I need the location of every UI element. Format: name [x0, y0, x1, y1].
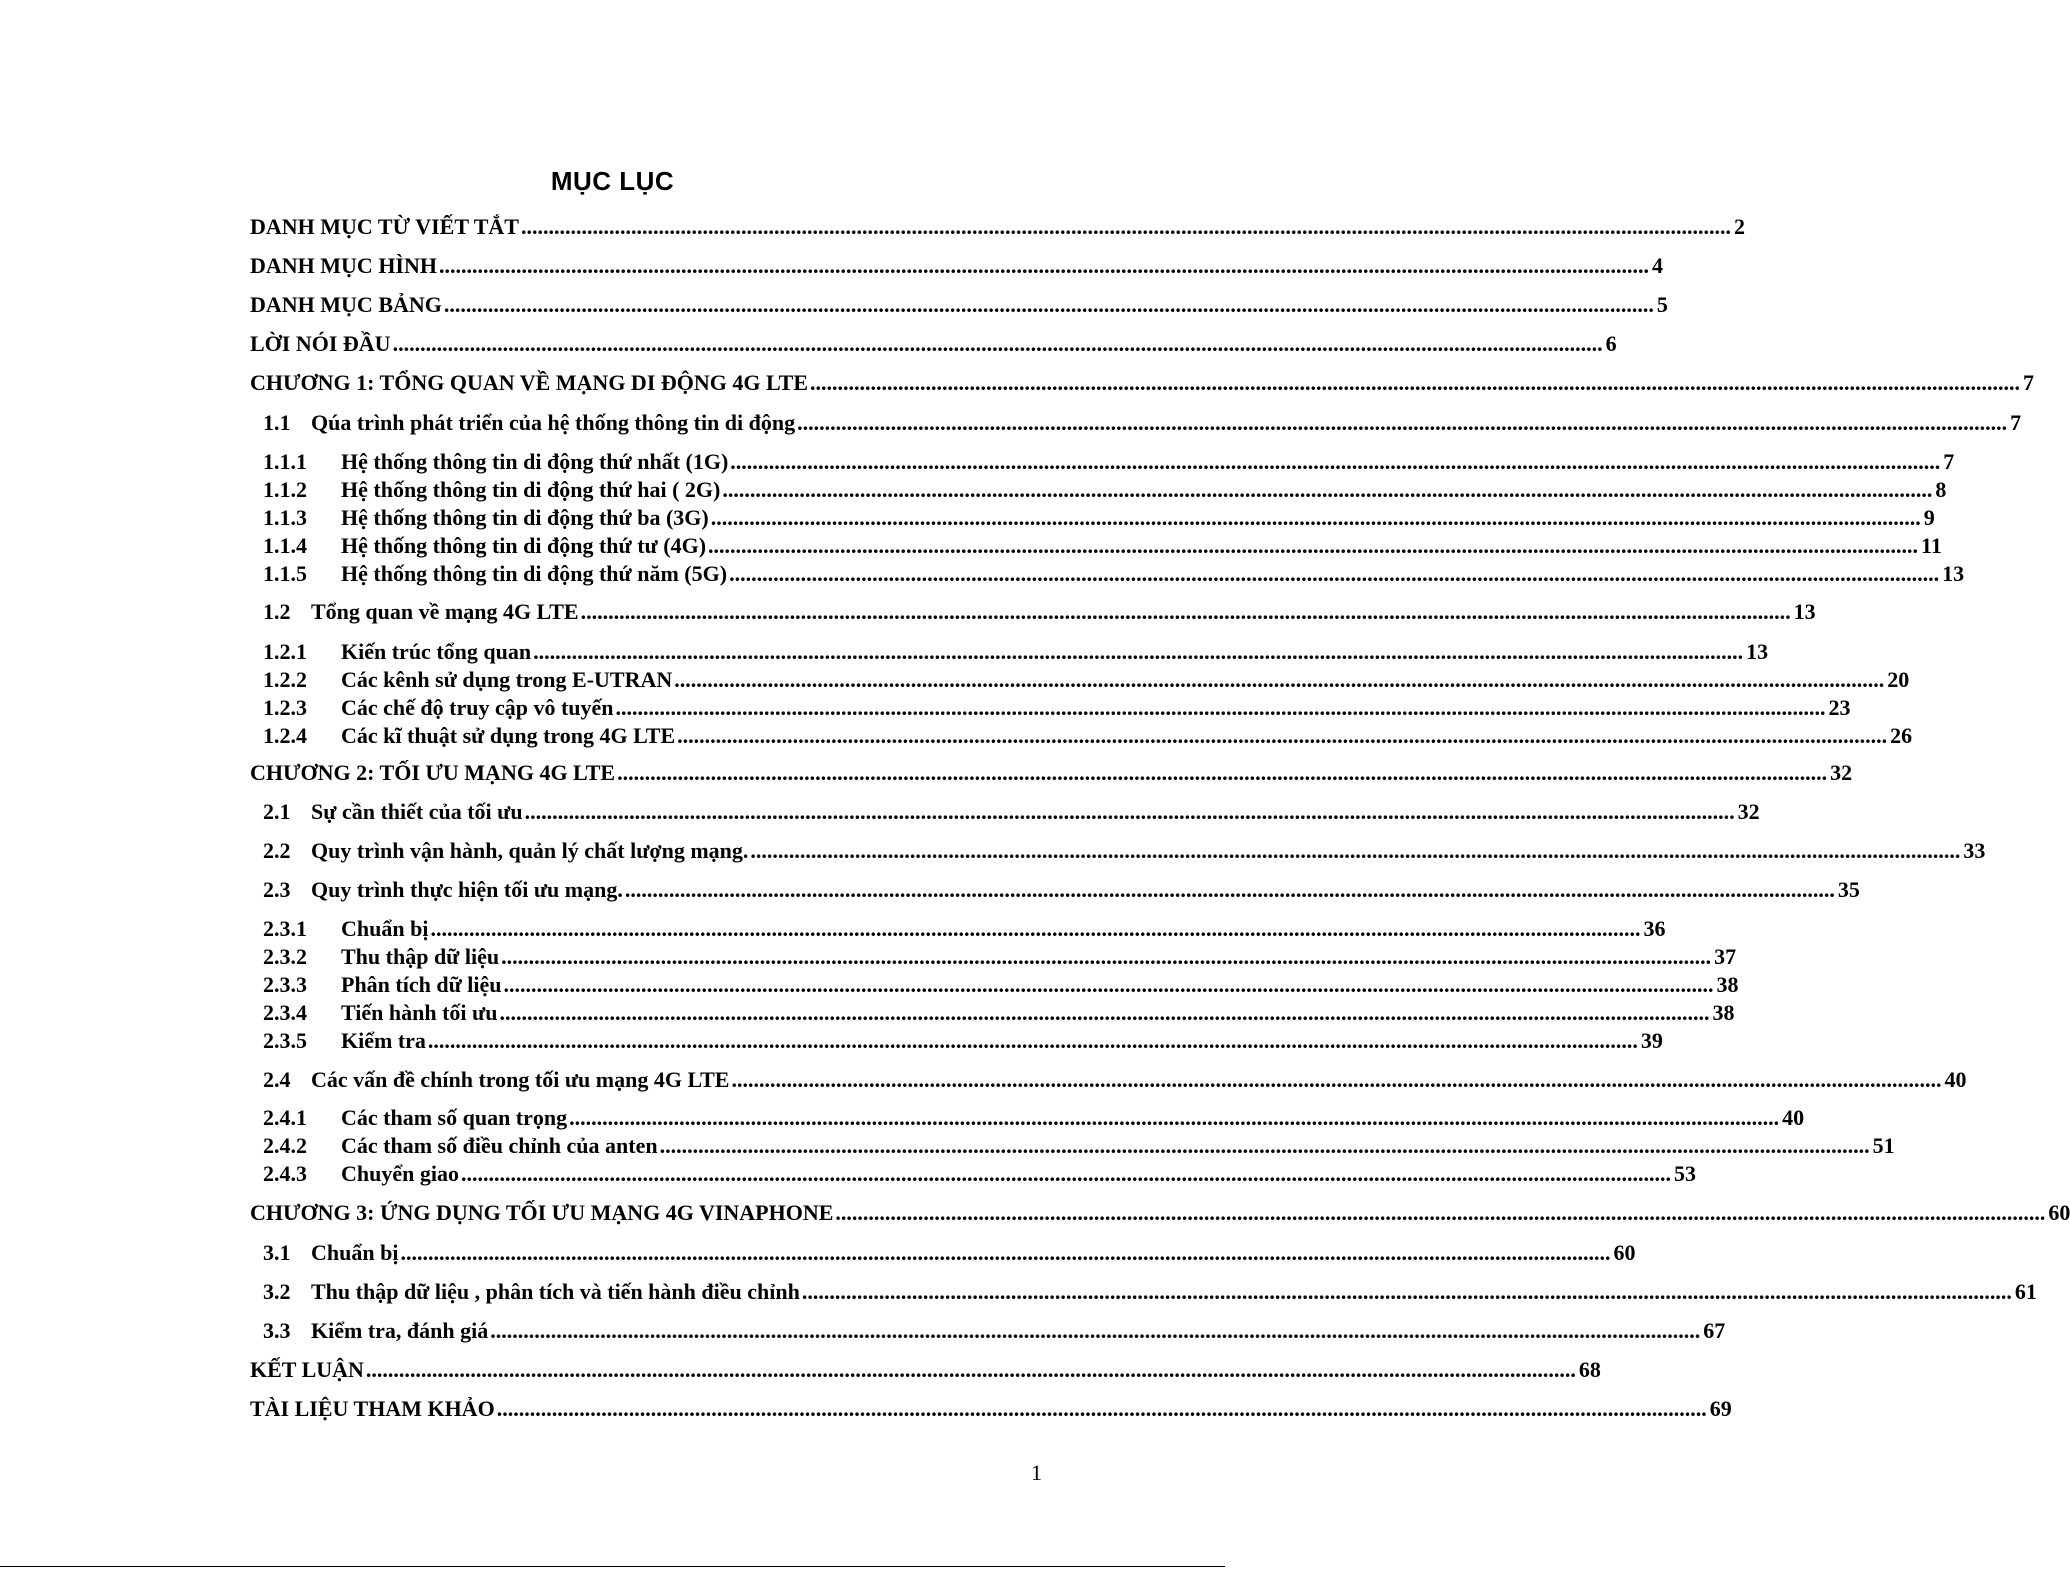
toc-entry-page: 38: [1716, 972, 1739, 997]
toc-leader-dots: ............................................................................................................................................................................................................................: [722, 477, 1933, 502]
toc-entry-title: Hệ thống thông tin di động thứ tư (4G): [341, 533, 707, 558]
toc-entry[interactable]: [0, 1131, 1895, 1161]
toc-entry-page: 23: [1828, 695, 1851, 720]
toc-entry-page: 7: [2023, 370, 2034, 395]
toc-entry-number: 2.4: [263, 1067, 291, 1092]
toc-entry-number: 1.1.3: [263, 505, 307, 530]
toc-entry[interactable]: [0, 1316, 1726, 1346]
toc-entry-page: 2: [1733, 214, 1745, 239]
toc-entry[interactable]: [0, 447, 1955, 477]
toc-entry-number: 1.2.4: [263, 723, 307, 748]
toc-entry[interactable]: [0, 875, 1860, 905]
toc-entry-page: 13: [1942, 561, 1965, 586]
toc-leader-dots: ............................................................................................................................................................................................................................: [677, 723, 1888, 748]
toc-entry[interactable]: [0, 836, 1986, 866]
toc-leader-dots: ............................................................................................................................................................................................................................: [460, 1161, 1671, 1186]
toc-entry-number: 1.2: [263, 599, 291, 624]
toc-entry-number: 1.2.2: [263, 667, 307, 692]
toc-entry[interactable]: [0, 1277, 2037, 1307]
toc-entry-title: Qúa trình phát triển của hệ thống thông tin di động: [311, 410, 796, 435]
toc-entry-number: 3.3: [263, 1318, 291, 1343]
toc-entry-title: CHƯƠNG 1: TỔNG QUAN VỀ MẠNG DI ĐỘNG 4G LTE: [250, 370, 808, 395]
toc-entry-page: 53: [1673, 1161, 1696, 1186]
toc-entry[interactable]: [0, 797, 1760, 827]
page-number: 1: [1031, 1460, 1042, 1485]
toc-entry-title: DANH MỤC HÌNH: [250, 253, 437, 278]
bottom-divider: [0, 1566, 1225, 1567]
toc-entry-page: 32: [1830, 760, 1853, 785]
toc-entry-title: LỜI NÓI ĐẦU: [250, 331, 391, 356]
toc-entry-title: DANH MỤC TỪ VIẾT TẮT: [250, 214, 519, 239]
toc-entry[interactable]: [0, 290, 1668, 320]
toc-entry-number: 1.1.1: [263, 449, 307, 474]
toc-leader-dots: ............................................................................................................................................................................................................................: [615, 695, 1826, 720]
toc-entry-number: 1.2.3: [263, 695, 307, 720]
toc-leader-dots: ............................................................................................................................................................................................................................: [569, 1105, 1780, 1130]
toc-entry-title: DANH MỤC BẢNG: [250, 292, 442, 317]
toc-entry-title: Phân tích dữ liệu: [341, 972, 502, 997]
toc-entry[interactable]: [0, 1159, 1696, 1189]
toc-entry-number: 2.3.1: [263, 916, 307, 941]
toc-entry-number: 1.1.4: [263, 533, 307, 558]
toc-entry-page: 36: [1643, 916, 1666, 941]
toc-entry-page: 60: [1613, 1240, 1636, 1265]
toc-leader-dots: ............................................................................................................................................................................................................................: [499, 1000, 1710, 1025]
toc-leader-dots: ............................................................................................................................................................................................................................: [659, 1133, 1870, 1158]
toc-leader-dots: ............................................................................................................................................................................................................................: [750, 838, 1961, 863]
toc-entry-title: Chuyển giao: [341, 1161, 459, 1186]
toc-leader-dots: ............................................................................................................................................................................................................................: [520, 214, 1731, 239]
toc-entry-page: 11: [1921, 533, 1942, 558]
toc-entry-page: 4: [1652, 253, 1663, 278]
toc-entry-page: 6: [1605, 331, 1617, 356]
toc-entry-page: 20: [1887, 667, 1910, 692]
toc-leader-dots: ............................................................................................................................................................................................................................: [580, 599, 1791, 624]
toc-leader-dots: ............................................................................................................................................................................................................................: [496, 1396, 1707, 1421]
toc-entry-title: Kiểm tra, đánh giá: [311, 1318, 489, 1343]
toc-entry-title: Quy trình vận hành, quản lý chất lượng mạng.: [311, 838, 749, 863]
toc-entry-page: 39: [1640, 1028, 1663, 1053]
toc-entry[interactable]: [0, 408, 2022, 438]
toc-entry-page: 26: [1890, 723, 1913, 748]
toc-entry-page: 37: [1714, 944, 1737, 969]
toc-entry-page: 13: [1746, 639, 1769, 664]
toc-entry-title: Tổng quan về mạng 4G LTE: [311, 599, 579, 624]
toc-entry[interactable]: [0, 637, 1769, 667]
toc-entry-title: Các chế độ truy cập vô tuyến: [341, 695, 614, 720]
toc-entry-number: 2.3: [263, 877, 291, 902]
toc-entry[interactable]: [0, 758, 1853, 788]
toc-entry-page: 40: [1782, 1105, 1805, 1130]
toc-entry[interactable]: [0, 503, 1935, 533]
toc-entry-number: 2.3.2: [263, 944, 307, 969]
toc-entry-page: 7: [1943, 449, 1955, 474]
toc-entry-page: 9: [1923, 505, 1935, 530]
toc-entry-title: Hệ thống thông tin di động thứ nhất (1G): [341, 449, 729, 474]
toc-leader-dots: ............................................................................................................................................................................................................................: [430, 916, 1641, 941]
toc-entry[interactable]: [0, 368, 2034, 398]
toc-entry-page: 61: [2014, 1279, 2037, 1304]
toc-entry[interactable]: [0, 1238, 1636, 1268]
toc-leader-dots: ............................................................................................................................................................................................................................: [708, 533, 1919, 558]
toc-entry-title: KẾT LUẬN: [250, 1357, 364, 1382]
toc-entry-title: Thu thập dữ liệu: [341, 944, 500, 969]
toc-entry-title: Chuẩn bị: [311, 1240, 399, 1265]
toc-entry-number: 1.1: [263, 410, 291, 435]
toc-entry[interactable]: [0, 914, 1666, 944]
toc-leader-dots: ............................................................................................................................................................................................................................: [503, 972, 1714, 997]
toc-leader-dots: ............................................................................................................................................................................................................................: [730, 449, 1941, 474]
toc-entry-title: Hệ thống thông tin di động thứ ba (3G): [341, 505, 709, 530]
toc-leader-dots: ............................................................................................................................................................................................................................: [439, 253, 1649, 278]
toc-entry-title: Quy trình thực hiện tối ưu mạng.: [311, 877, 623, 902]
toc-entry-title: Kiểm tra: [341, 1028, 426, 1053]
toc-entry[interactable]: [0, 475, 1947, 505]
toc-leader-dots: ............................................................................................................................................................................................................................: [731, 1067, 1942, 1092]
toc-entry-title: CHƯƠNG 2: TỐI ƯU MẠNG 4G LTE: [250, 760, 616, 785]
toc-entry-title: Các kênh sử dụng trong E-UTRAN: [341, 667, 673, 692]
toc-entry-number: 3.2: [263, 1279, 291, 1304]
toc-entry[interactable]: [0, 998, 1735, 1028]
toc-leader-dots: ............................................................................................................................................................................................................................: [810, 370, 2020, 395]
toc-entry-title: Các vấn đề chính trong tối ưu mạng 4G LTE: [311, 1067, 730, 1092]
toc-entry-title: TÀI LIỆU THAM KHẢO: [250, 1396, 495, 1421]
toc-entry-title: Sự cần thiết của tối ưu: [311, 799, 523, 824]
toc-entry-page: 38: [1712, 1000, 1735, 1025]
toc-entry-page: 32: [1737, 799, 1760, 824]
toc-entry-number: 1.2.1: [263, 639, 307, 664]
toc-entry-page: 33: [1963, 838, 1986, 863]
toc-entry-number: 2.4.1: [263, 1105, 307, 1130]
toc-entry-number: 1.1.2: [263, 477, 307, 502]
toc-entry-page: 40: [1944, 1067, 1967, 1092]
toc-entry-number: 2.3.4: [263, 1000, 307, 1025]
toc-leader-dots: ............................................................................................................................................................................................................................: [427, 1028, 1638, 1053]
toc-entry-title: Thu thập dữ liệu , phân tích và tiến hành điều chỉnh: [311, 1279, 800, 1304]
toc-entry[interactable]: [0, 1103, 1805, 1133]
toc-leader-dots: ............................................................................................................................................................................................................................: [797, 410, 2008, 435]
toc-entry-number: 2.2: [263, 838, 291, 863]
toc-entry-title: Chuẩn bị: [341, 916, 429, 941]
toc-entry-page: 60: [2048, 1200, 2070, 1225]
toc-leader-dots: ............................................................................................................................................................................................................................: [674, 667, 1885, 692]
toc-entry[interactable]: [0, 1198, 2070, 1228]
toc-entry-number: 3.1: [263, 1240, 291, 1265]
toc-entry-number: 2.1: [263, 799, 291, 824]
toc-entry-title: CHƯƠNG 3: ỨNG DỤNG TỐI ƯU MẠNG 4G VINAPHONE: [250, 1200, 834, 1225]
toc-leader-dots: ............................................................................................................................................................................................................................: [533, 639, 1744, 664]
page-title: MỤC LỤC: [550, 166, 675, 196]
toc-entry[interactable]: [0, 970, 1739, 1000]
toc-entry-title: Các tham số điều chỉnh của anten: [341, 1133, 658, 1158]
toc-entry-page: 67: [1703, 1318, 1726, 1343]
toc-leader-dots: ............................................................................................................................................................................................................................: [365, 1357, 1576, 1382]
toc-entry[interactable]: [0, 1026, 1663, 1056]
toc-entry-number: 2.3.5: [263, 1028, 307, 1053]
toc-leader-dots: ............................................................................................................................................................................................................................: [400, 1240, 1611, 1265]
toc-leader-dots: ............................................................................................................................................................................................................................: [710, 505, 1921, 530]
toc-leader-dots: ............................................................................................................................................................................................................................: [490, 1318, 1701, 1343]
toc-entry[interactable]: [0, 212, 1745, 242]
toc-entry[interactable]: [0, 1394, 1732, 1424]
toc-entry[interactable]: [0, 597, 1816, 627]
toc-entry[interactable]: [0, 329, 1617, 359]
toc-entry[interactable]: [0, 942, 1737, 972]
toc-leader-dots: ............................................................................................................................................................................................................................: [501, 944, 1712, 969]
toc-entry-title: Hệ thống thông tin di động thứ hai ( 2G): [341, 477, 721, 502]
toc-entry-page: 68: [1578, 1357, 1601, 1382]
toc-leader-dots: ............................................................................................................................................................................................................................: [801, 1279, 2012, 1304]
toc-entry-number: 2.4.2: [263, 1133, 307, 1158]
toc-entry[interactable]: [0, 251, 1663, 281]
toc-entry[interactable]: [0, 693, 1851, 723]
toc-entry[interactable]: [0, 559, 1965, 589]
toc-entry-title: Các kĩ thuật sử dụng trong 4G LTE: [341, 723, 676, 748]
toc-entry-title: Kiến trúc tổng quan: [341, 639, 532, 664]
toc-leader-dots: ............................................................................................................................................................................................................................: [392, 331, 1603, 356]
toc-entry-page: 8: [1935, 477, 1947, 502]
toc-entry-number: 1.1.5: [263, 561, 307, 586]
toc-leader-dots: ............................................................................................................................................................................................................................: [835, 1200, 2046, 1225]
toc-entry-page: 51: [1872, 1133, 1895, 1158]
toc-entry-page: 7: [2010, 410, 2022, 435]
toc-entry-page: 69: [1709, 1396, 1732, 1421]
toc-entry-title: Các tham số quan trọng: [341, 1105, 568, 1130]
toc-entry-page: 35: [1837, 877, 1860, 902]
toc-entry[interactable]: [0, 1355, 1601, 1385]
toc-leader-dots: ............................................................................................................................................................................................................................: [524, 799, 1735, 824]
toc-entry-title: Tiến hành tối ưu: [341, 1000, 498, 1025]
toc-leader-dots: ............................................................................................................................................................................................................................: [443, 292, 1654, 317]
toc-leader-dots: ............................................................................................................................................................................................................................: [624, 877, 1835, 902]
toc-leader-dots: ............................................................................................................................................................................................................................: [729, 561, 1940, 586]
toc-entry-page: 5: [1656, 292, 1668, 317]
toc-entry[interactable]: [0, 665, 1910, 695]
toc-entry[interactable]: [0, 721, 1913, 751]
toc-entry-number: 2.4.3: [263, 1161, 307, 1186]
toc-leader-dots: ............................................................................................................................................................................................................................: [617, 760, 1828, 785]
toc-entry-title: Hệ thống thông tin di động thứ năm (5G): [341, 561, 728, 586]
toc-entry[interactable]: [0, 531, 1942, 561]
toc-entry-number: 2.3.3: [263, 972, 307, 997]
toc-entry[interactable]: [0, 1065, 1967, 1095]
toc-entry-page: 13: [1793, 599, 1816, 624]
